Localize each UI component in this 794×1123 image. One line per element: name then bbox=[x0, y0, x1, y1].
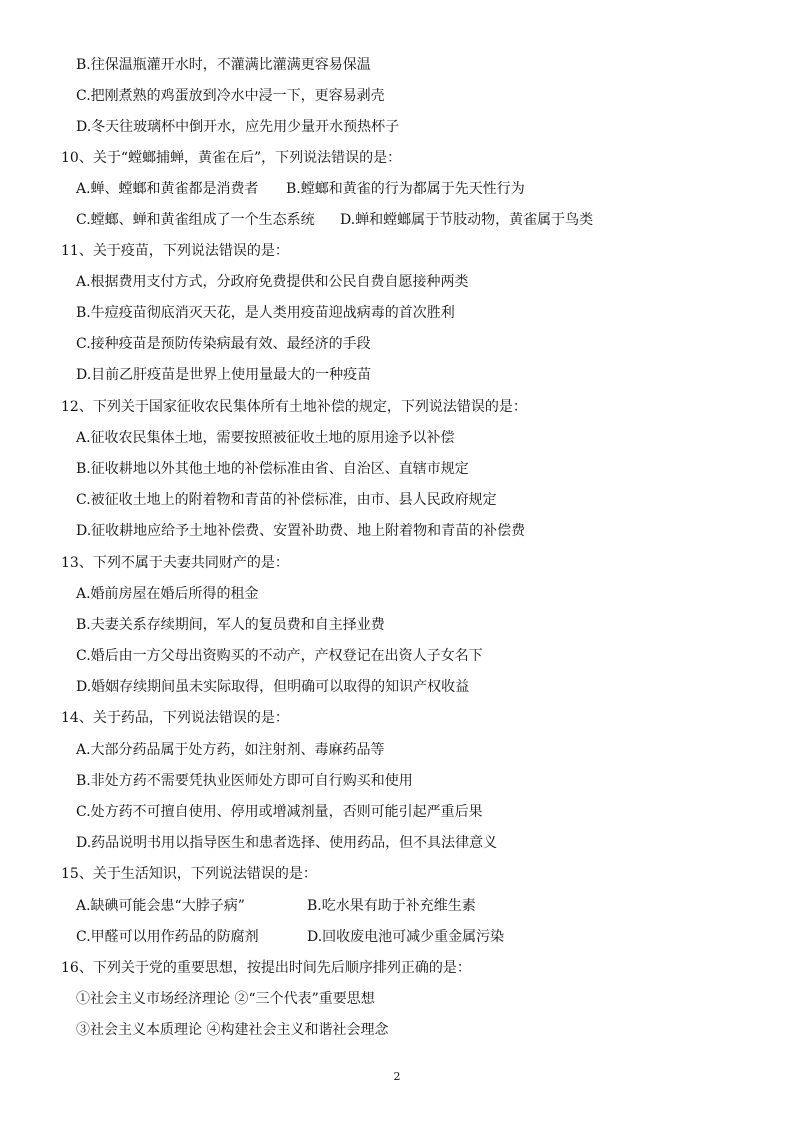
question-12: 12、下列关于国家征收农民集体所有土地补偿的规定，下列说法错误的是： bbox=[61, 399, 527, 415]
q13-option-a: A.婚前房屋在婚后所得的租金 bbox=[76, 586, 259, 602]
q13-option-b: B.夫妻关系存续期间，军人的复员费和自主择业费 bbox=[76, 617, 385, 633]
question-11: 11、关于疫苗，下列说法错误的是： bbox=[61, 243, 289, 259]
q9-option-d: D.冬天往玻璃杯中倒开水，应先用少量开水预热杯子 bbox=[76, 119, 400, 135]
q12-option-d: D.征收耕地应给予土地补偿费、安置补助费、地上附着物和青苗的补偿费 bbox=[76, 523, 526, 539]
q15-option-b: B.吃水果有助于补充维生素 bbox=[307, 898, 476, 914]
q16-statements-2: ③社会主义本质理论 ④构建社会主义和谐社会理念 bbox=[76, 1022, 389, 1038]
q12-option-b: B.征收耕地以外其他土地的补偿标准由省、自治区、直辖市规定 bbox=[76, 461, 469, 477]
q12-option-c: C.被征收土地上的附着物和青苗的补偿标准，由市、县人民政府规定 bbox=[76, 492, 497, 508]
q13-option-d: D.婚姻存续期间虽未实际取得，但明确可以取得的知识产权收益 bbox=[76, 679, 470, 695]
q9-option-b: B.往保温瓶灌开水时，不灌满比灌满更容易保温 bbox=[76, 57, 371, 73]
q10-option-c: C.螳螂、蝉和黄雀组成了一个生态系统 bbox=[76, 212, 315, 228]
q15-option-a: A.缺碘可能会患“大脖子病” bbox=[76, 898, 245, 914]
q14-option-c: C.处方药不可擅自使用、停用或增减剂量，否则可能引起严重后果 bbox=[76, 804, 483, 820]
q10-option-a: A.蝉、螳螂和黄雀都是消费者 bbox=[76, 181, 259, 197]
q11-option-c: C.接种疫苗是预防传染病最有效、最经济的手段 bbox=[76, 336, 371, 352]
q15-option-d: D.回收废电池可减少重金属污染 bbox=[307, 929, 505, 945]
q14-option-d: D.药品说明书用以指导医生和患者选择、使用药品，但不具法律意义 bbox=[76, 835, 498, 851]
question-10: 10、关于“螳螂捕蝉，黄雀在后”，下列说法错误的是： bbox=[61, 150, 402, 166]
q10-option-b: B.螳螂和黄雀的行为都属于先天性行为 bbox=[286, 181, 525, 197]
q14-option-b: B.非处方药不需要凭执业医师处方即可自行购买和使用 bbox=[76, 773, 413, 789]
question-13: 13、下列不属于夫妻共同财产的是： bbox=[61, 555, 289, 571]
q11-option-b: B.牛痘疫苗彻底消灭天花，是人类用疫苗迎战病毒的首次胜利 bbox=[76, 305, 455, 321]
q11-option-a: A.根据费用支付方式，分政府免费提供和公民自费自愿接种两类 bbox=[76, 274, 469, 290]
q14-option-a: A.大部分药品属于处方药，如注射剂、毒麻药品等 bbox=[76, 742, 385, 758]
q13-option-c: C.婚后由一方父母出资购买的不动产，产权登记在出资人子女名下 bbox=[76, 648, 483, 664]
question-14: 14、关于药品，下列说法错误的是： bbox=[61, 710, 289, 726]
q9-option-c: C.把刚煮熟的鸡蛋放到冷水中浸一下，更容易剥壳 bbox=[76, 88, 385, 104]
q16-statements-1: ①社会主义市场经济理论 ②“三个代表”重要思想 bbox=[76, 991, 375, 1007]
question-15: 15、关于生活知识，下列说法错误的是： bbox=[61, 866, 317, 882]
q10-option-d: D.蝉和螳螂属于节肢动物，黄雀属于鸟类 bbox=[340, 212, 594, 228]
q12-option-a: A.征收农民集体土地，需要按照被征收土地的原用途予以补偿 bbox=[76, 430, 455, 446]
question-16: 16、下列关于党的重要思想，按提出时间先后顺序排列正确的是： bbox=[61, 960, 471, 976]
q11-option-d: D.目前乙肝疫苗是世界上使用量最大的一种疫苗 bbox=[76, 367, 372, 383]
q15-option-c: C.甲醛可以用作药品的防腐剂 bbox=[76, 929, 259, 945]
page-number: 2 bbox=[393, 1070, 401, 1083]
